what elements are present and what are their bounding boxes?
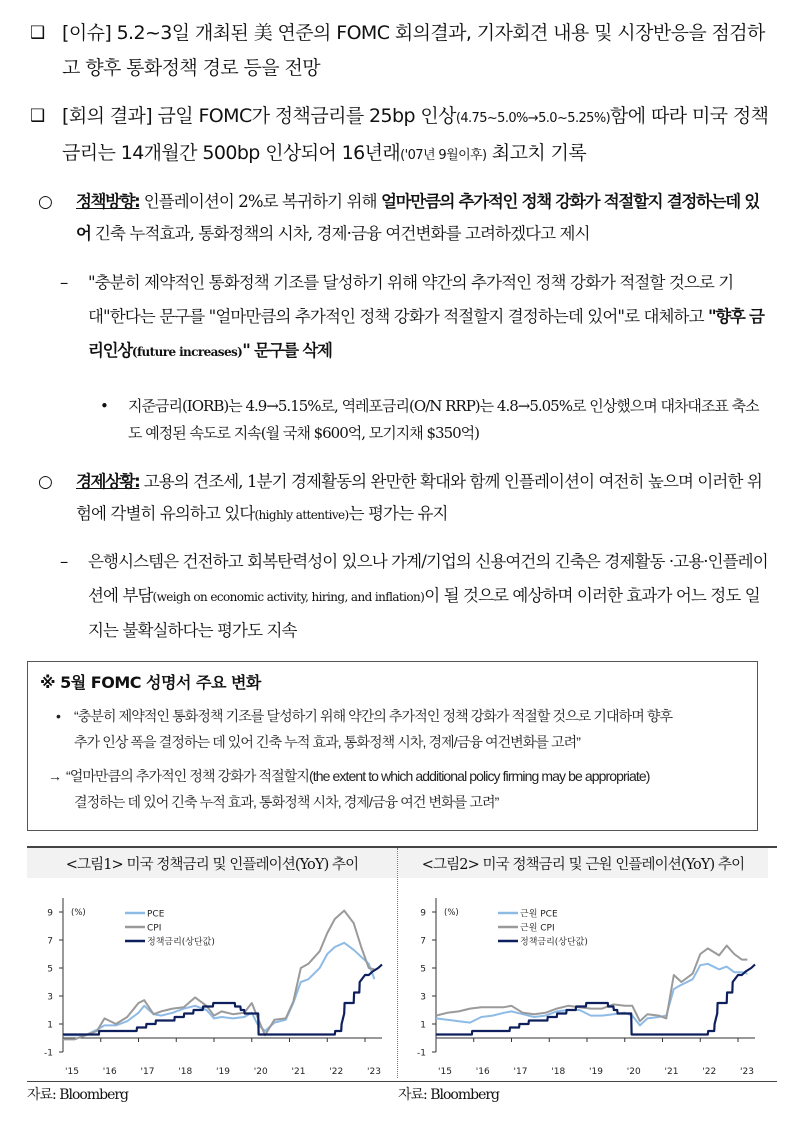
figure1-source: 자료: Bloomberg bbox=[27, 1087, 129, 1103]
figure2-source: 자료: Bloomberg bbox=[398, 1087, 500, 1103]
figure2-title: <그림2> 미국 정책금리 및 근원 인플레이션(YoY) 추이 bbox=[398, 848, 768, 878]
series-line bbox=[436, 946, 747, 1022]
x-tick-label: '16 bbox=[102, 1067, 117, 1077]
square-bullet-icon: ❑ bbox=[30, 23, 45, 43]
y-tick-label: 9 bbox=[47, 908, 53, 919]
x-tick-label: '20 bbox=[253, 1067, 268, 1077]
dash-bullet-icon: – bbox=[60, 273, 68, 292]
box-after-line1: “얼마만큼의 추가적인 정책 강화가 적절할지(the extent to which additional policy firming may be appropriate) bbox=[66, 768, 650, 784]
box-before-marker: • bbox=[56, 708, 61, 724]
x-tick-label: '19 bbox=[216, 1067, 230, 1077]
circle-bullet-icon: ○ bbox=[38, 472, 52, 492]
x-tick-label: '18 bbox=[551, 1067, 566, 1077]
economy-item bbox=[38, 466, 773, 531]
box-arrow-icon: → bbox=[48, 768, 62, 784]
policy-dot-text: 지준금리(IORB)는 4.9→5.15%로, 역레포금리(O/N RRP)는 4.8→5.05%로 인상했으며 대차대조표 축소도 예정된 속도로 지속(월 국채 $600억, 모기지채 $350억) bbox=[128, 397, 759, 442]
economy-heading: 경제상황: bbox=[76, 472, 140, 491]
legend-label: 근원 CPI bbox=[520, 923, 555, 934]
x-tick-label: '23 bbox=[367, 1067, 381, 1077]
square-bullet-icon: ❑ bbox=[30, 106, 45, 126]
y-tick-label: 7 bbox=[47, 936, 53, 947]
x-tick-label: '17 bbox=[140, 1067, 155, 1077]
economy-text: 경제상황: 고용의 견조세, 1분기 경제활동의 완만한 확대와 함께 인플레이션이 여전히 높으며 이러한 위험에 각별히 유의하고 있다(highly attentive)는 평가는 유지 bbox=[76, 472, 762, 523]
y-tick-label: -1 bbox=[44, 1048, 53, 1059]
policy-heading: 정책방향: bbox=[76, 192, 140, 211]
statement-changes-box bbox=[27, 661, 758, 831]
y-tick-label: 1 bbox=[47, 1020, 53, 1031]
legend-label: 정책금리(상단값) bbox=[520, 937, 588, 948]
result-text: [회의 결과] 금일 FOMC가 정책금리를 25bp 인상(4.75~5.0%→5.0~5.25%)함에 따라 미국 정책금리는 14개월간 500bp 인상되어 16년래('07년 9월이후) 최고치 기록 bbox=[62, 105, 769, 164]
y-tick-label: 5 bbox=[47, 964, 53, 975]
policy-dash-item bbox=[60, 266, 770, 369]
x-tick-label: '23 bbox=[740, 1067, 754, 1077]
policy-dash-text: "충분히 제약적인 통화정책 기조를 달성하기 위해 약간의 추가적인 정책 강화가 적절할 것으로 기대"한다는 문구를 "얼마만큼의 추가적인 정책 강화가 적절할지 결정하는데 있어"로 대체하고 "향후 금리인상(future increases)" 문구를 삭제 bbox=[88, 273, 764, 360]
economy-dash-item bbox=[60, 545, 770, 648]
unit-label: (%) bbox=[71, 908, 86, 918]
result-item bbox=[30, 99, 775, 173]
x-tick-label: '22 bbox=[329, 1067, 344, 1077]
y-tick-label: -1 bbox=[417, 1048, 426, 1059]
series-line bbox=[436, 965, 755, 1035]
x-tick-label: '21 bbox=[664, 1067, 679, 1077]
unit-label: (%) bbox=[444, 908, 459, 918]
dot-bullet-icon: • bbox=[100, 397, 108, 415]
series-line bbox=[63, 911, 374, 1040]
figure-divider bbox=[397, 848, 398, 1078]
issue-item bbox=[30, 16, 775, 86]
policy-direction-item bbox=[38, 186, 773, 250]
y-tick-label: 1 bbox=[420, 1020, 426, 1031]
legend-label: CPI bbox=[147, 923, 162, 934]
x-tick-label: '15 bbox=[65, 1067, 79, 1077]
dash-bullet-icon: – bbox=[60, 552, 68, 571]
legend-label: 근원 PCE bbox=[520, 909, 558, 920]
legend-label: 정책금리(상단값) bbox=[147, 937, 215, 948]
x-tick-label: '20 bbox=[626, 1067, 641, 1077]
box-before-line1: “충분히 제약적인 통화정책 기조를 달성하기 위해 약간의 추가적인 정책 강화가 적절할 것으로 기대하며 향후 bbox=[74, 708, 673, 724]
box-before-line2: 추가 인상 폭을 결정하는 데 있어 긴축 누적 효과, 통화정책 시차, 경제/금융 여건변화를 고려” bbox=[74, 734, 581, 750]
y-tick-label: 5 bbox=[420, 964, 426, 975]
policy-direction-text: 정책방향: 인플레이션이 2%로 복귀하기 위해 얼마만큼의 추가적인 정책 강화가 적절할지 결정하는데 있어 긴축 누적효과, 통화정책의 시차, 경제·금융 여건변화를 고려하겠다고 제시 bbox=[76, 192, 759, 243]
x-tick-label: '21 bbox=[291, 1067, 306, 1077]
x-tick-label: '15 bbox=[438, 1067, 452, 1077]
y-tick-label: 3 bbox=[420, 992, 426, 1003]
series-line bbox=[63, 965, 382, 1035]
policy-dot-item bbox=[100, 393, 770, 447]
issue-text: [이슈] 5.2~3일 개최된 美 연준의 FOMC 회의결과, 기자회견 내용 및 시장반응을 점검하고 향후 통화정책 경로 등을 전망 bbox=[62, 22, 765, 79]
x-tick-label: '17 bbox=[513, 1067, 528, 1077]
economy-dash-text: 은행시스템은 건전하고 회복탄력성이 있으나 가계/기업의 신용여건의 긴축은 경제활동 ·고용·인플레이션에 부담(weigh on economic activity, hiring, and inflation)이 될 것으로 예상하며 이러한 효과가 어느 정도 일지는 불확실하다는 평가도 지속 bbox=[88, 552, 768, 640]
figure2-chart bbox=[400, 880, 768, 1080]
y-tick-label: 3 bbox=[47, 992, 53, 1003]
box-after-line2: 결정하는 데 있어 긴축 누적 효과, 통화정책 시차, 경제/금융 여건 변화를 고려” bbox=[74, 794, 499, 810]
x-tick-label: '19 bbox=[589, 1067, 603, 1077]
figure-bottom-rule bbox=[27, 1081, 777, 1082]
legend-label: PCE bbox=[147, 909, 165, 920]
x-tick-label: '16 bbox=[475, 1067, 490, 1077]
x-tick-label: '18 bbox=[178, 1067, 193, 1077]
series-line bbox=[436, 964, 747, 1026]
x-tick-label: '22 bbox=[702, 1067, 717, 1077]
circle-bullet-icon: ○ bbox=[38, 192, 52, 212]
figure1-chart bbox=[27, 880, 395, 1080]
y-tick-label: 7 bbox=[420, 936, 426, 947]
figure1-title: <그림1> 미국 정책금리 및 인플레이션(YoY) 추이 bbox=[27, 848, 397, 878]
box-title: ※ 5월 FOMC 성명서 주요 변화 bbox=[40, 673, 261, 692]
y-tick-label: 9 bbox=[420, 908, 426, 919]
